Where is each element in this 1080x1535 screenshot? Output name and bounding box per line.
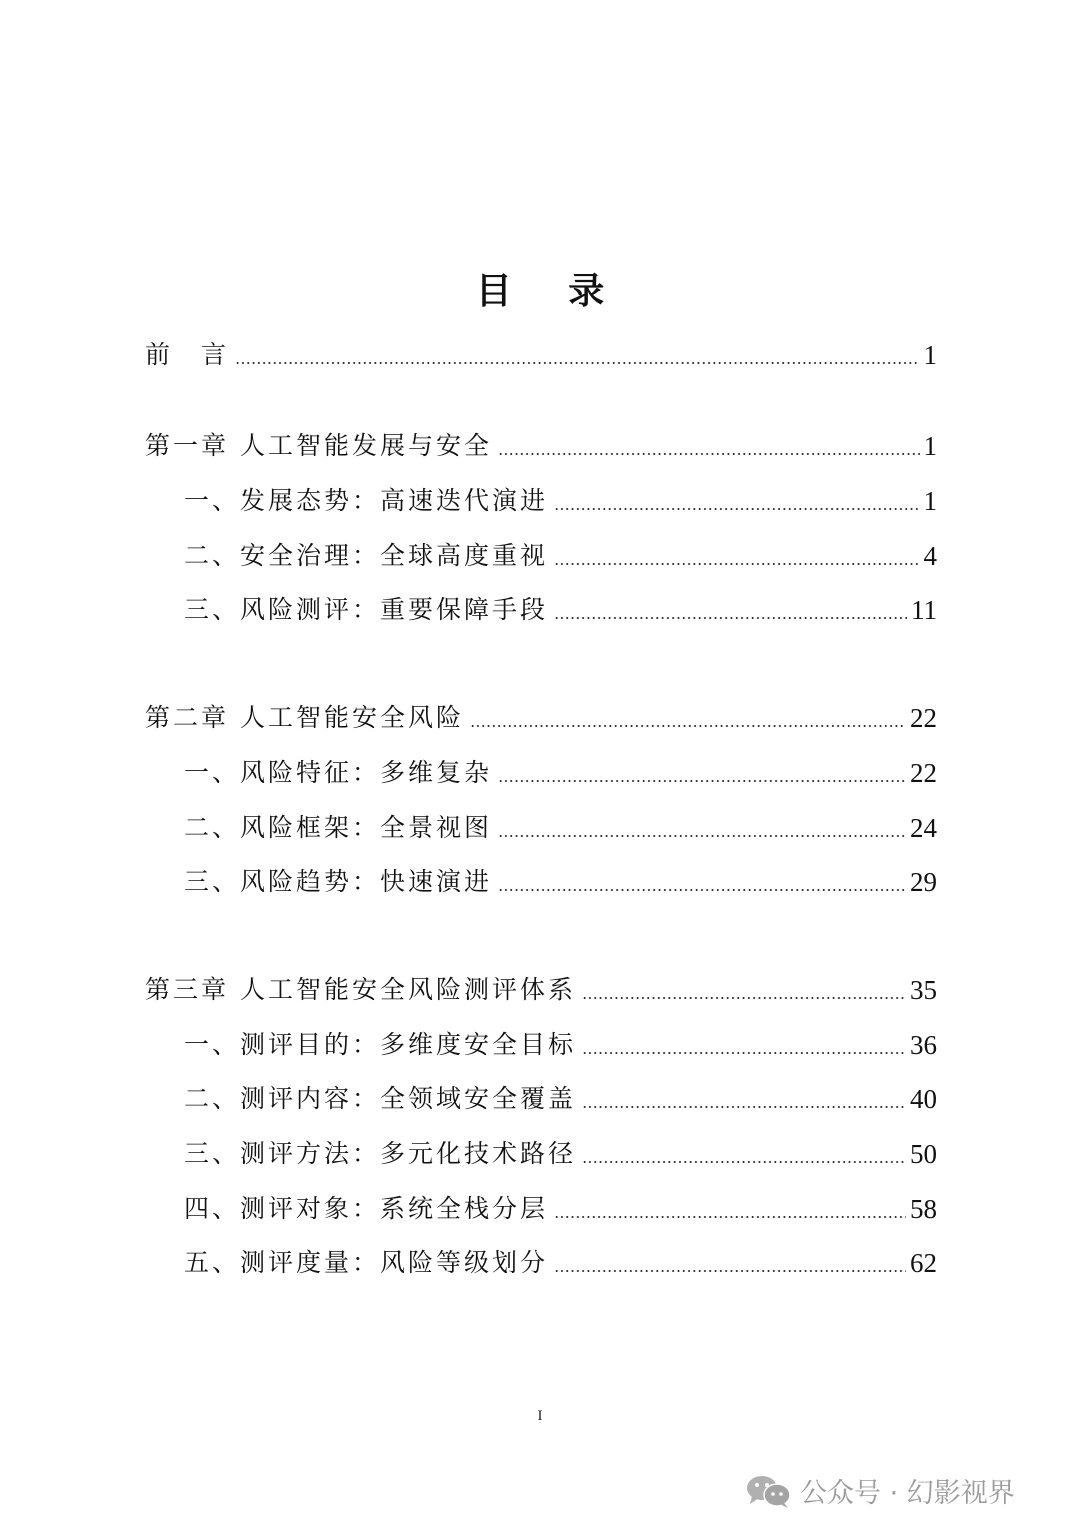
dot-leader	[582, 997, 906, 999]
watermark-text: 公众号 · 幻影视界	[800, 1478, 1015, 1509]
toc-entry-label: 第二章 人工智能安全风险	[145, 703, 464, 732]
toc-entry-page: 36	[910, 1030, 937, 1060]
toc-entry-label: 三、风险趋势：快速演进	[184, 867, 493, 896]
dot-leader	[554, 1216, 906, 1218]
toc-chapter-entry[interactable]	[145, 700, 937, 736]
watermark	[746, 1471, 1015, 1510]
toc-entry-label: 第一章 人工智能发展与安全	[145, 431, 492, 460]
toc-section-entry[interactable]	[184, 1245, 937, 1281]
dot-leader	[582, 1106, 906, 1108]
toc-entry-label: 一、测评目的：多维度安全目标	[184, 1030, 577, 1059]
toc-section-entry[interactable]	[184, 483, 937, 519]
toc-entry-label: 五、测评度量：风险等级划分	[184, 1248, 549, 1277]
toc-entry-page: 62	[910, 1248, 937, 1278]
toc-chapter-entry[interactable]	[145, 428, 937, 464]
toc-entry-label: 二、安全治理：全球高度重视	[184, 541, 549, 570]
toc-section-entry[interactable]	[184, 1136, 937, 1172]
dot-leader	[554, 617, 907, 619]
toc-entry-label: 三、风险测评：重要保障手段	[184, 595, 549, 624]
dot-leader	[498, 835, 906, 837]
toc-entry-page: 29	[910, 867, 937, 897]
toc-entry-label: 二、测评内容：全领域安全覆盖	[184, 1084, 577, 1113]
dot-leader	[554, 563, 919, 565]
toc-section-entry[interactable]	[184, 864, 937, 900]
dot-leader	[498, 453, 920, 455]
toc-entry-page: 22	[910, 703, 937, 733]
toc-entry-page: 50	[910, 1139, 937, 1169]
toc-section-entry[interactable]	[184, 592, 937, 628]
toc-entry-label: 一、风险特征：多维复杂	[184, 758, 493, 787]
toc-entry-label: 前 言	[145, 340, 230, 369]
toc-entry-page: 40	[910, 1084, 937, 1114]
toc-entry-page: 4	[923, 541, 937, 571]
toc-entry-page: 35	[910, 975, 937, 1005]
toc-section-entry[interactable]	[184, 1027, 937, 1063]
toc-title: 目 录	[475, 270, 627, 312]
toc-section-entry[interactable]	[184, 810, 937, 846]
toc-section-entry[interactable]	[184, 538, 937, 574]
dot-leader	[235, 362, 919, 364]
toc-chapter-entry[interactable]	[145, 972, 937, 1008]
dot-leader	[498, 780, 906, 782]
page-number: I	[537, 1408, 543, 1424]
toc-entry-label: 三、测评方法：多元化技术路径	[184, 1139, 577, 1168]
toc-entry-page: 58	[910, 1194, 937, 1224]
toc-section-entry[interactable]	[184, 1191, 937, 1227]
toc-entry-label: 二、风险框架：全景视图	[184, 813, 493, 842]
toc-entry-page: 1	[923, 486, 937, 516]
toc-entry-page: 1	[923, 431, 937, 461]
toc-entry-label: 四、测评对象：系统全栈分层	[184, 1194, 549, 1223]
dot-leader	[470, 725, 906, 727]
toc-entry-page: 11	[911, 595, 937, 625]
toc-entry-page: 22	[910, 758, 937, 788]
toc-entry-page: 1	[923, 340, 937, 370]
dot-leader	[582, 1052, 906, 1054]
wechat-icon	[746, 1474, 792, 1508]
toc-section-entry[interactable]	[184, 1081, 937, 1117]
dot-leader	[498, 889, 906, 891]
toc-entry-page: 24	[910, 813, 937, 843]
dot-leader	[582, 1161, 906, 1163]
toc-section-entry[interactable]	[184, 755, 937, 791]
toc-entry-label: 一、发展态势：高速迭代演进	[184, 486, 549, 515]
dot-leader	[554, 508, 919, 510]
toc-entry-label: 第三章 人工智能安全风险测评体系	[145, 975, 576, 1004]
toc-chapter-entry[interactable]	[145, 337, 937, 373]
dot-leader	[554, 1270, 906, 1272]
